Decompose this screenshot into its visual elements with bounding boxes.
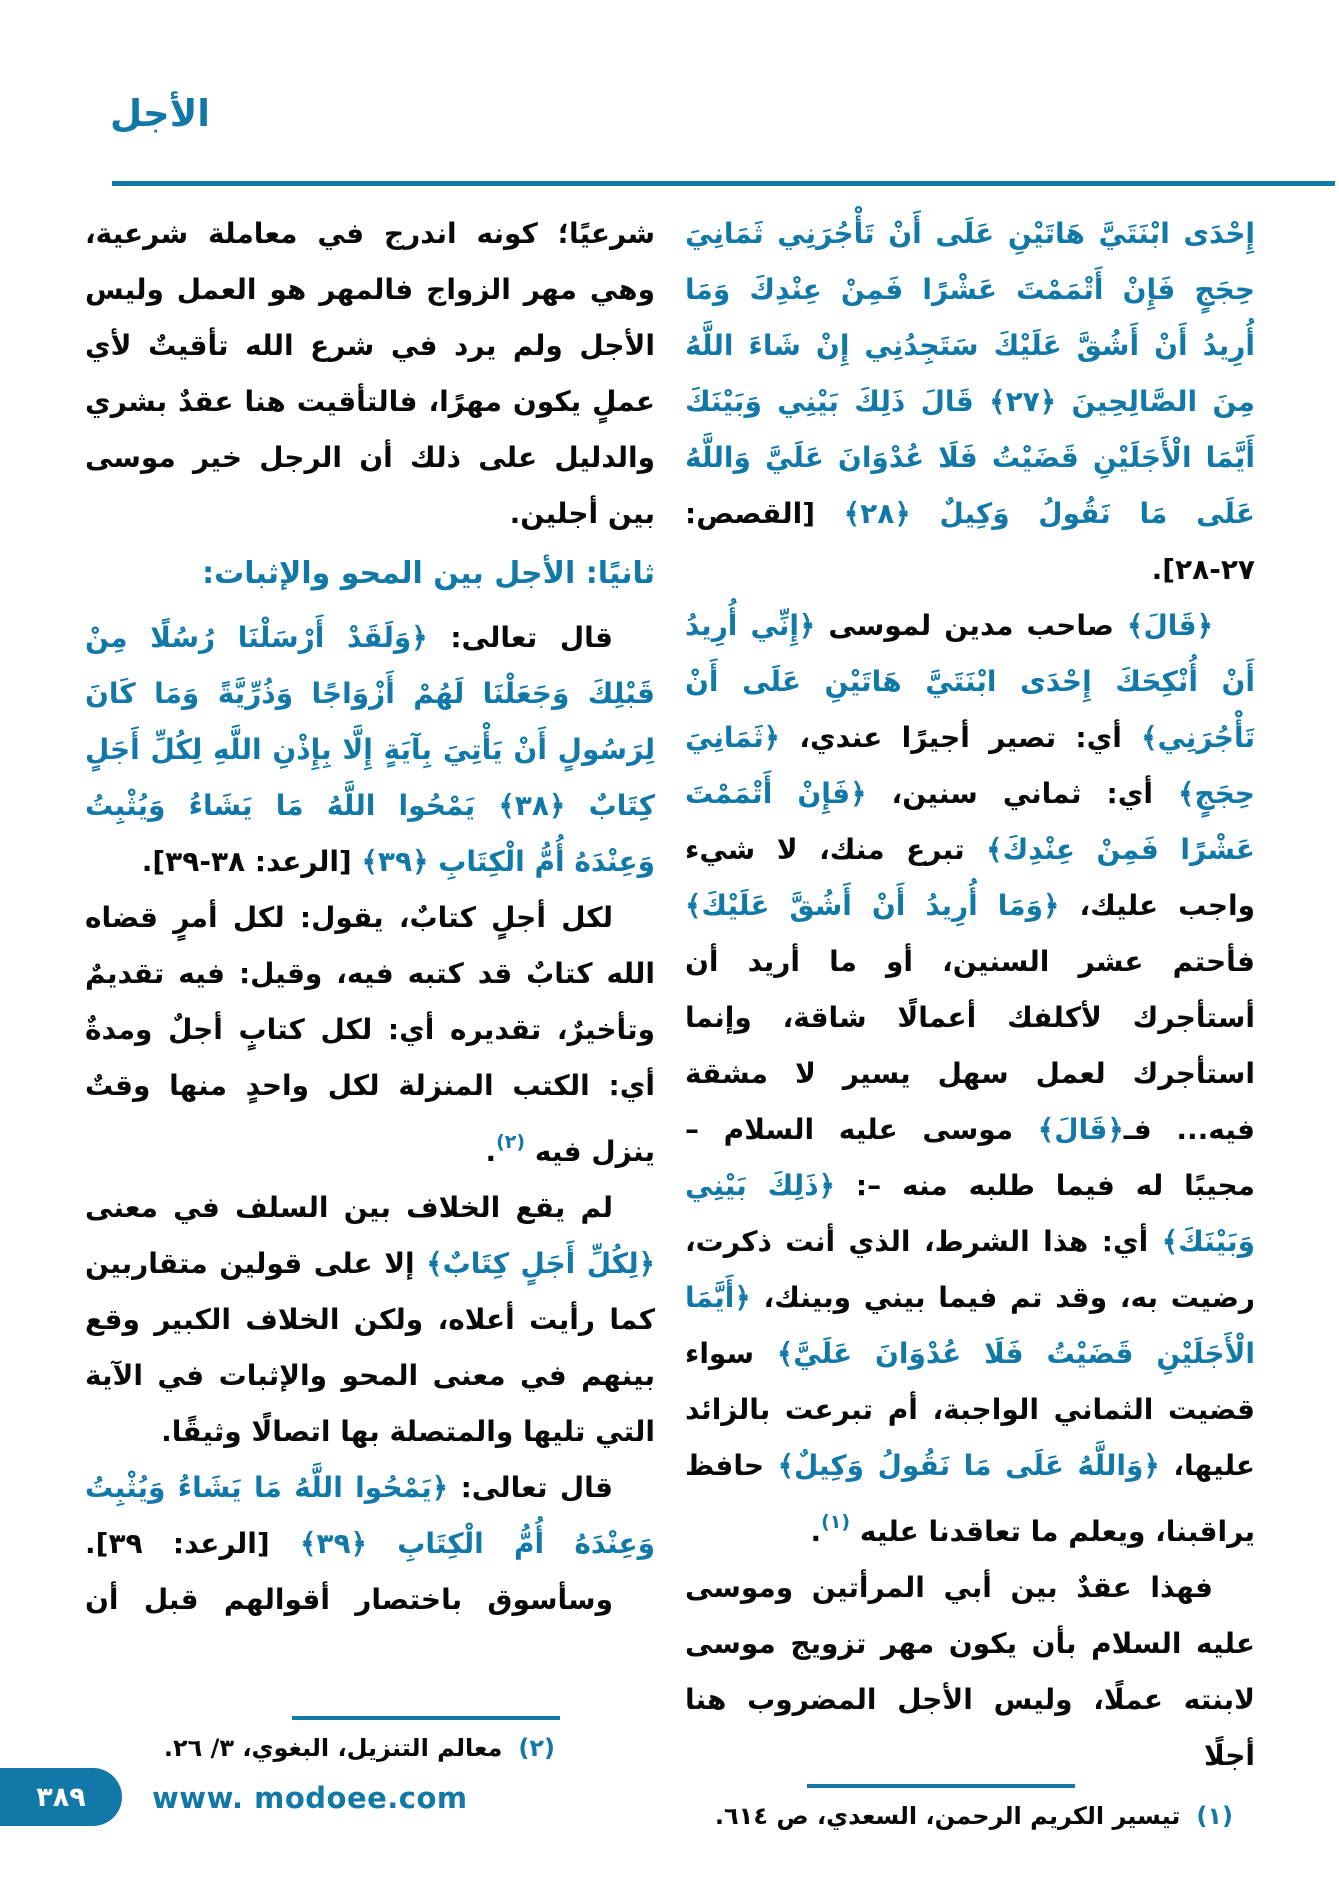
footnote-separator: [807, 1784, 1075, 1788]
quran-text: إِحْدَى ابْنَتَيَّ هَاتَيْنِ عَلَى أَنْ تَأْجُرَنِي ثَمَانِيَ حِجَجٍ فَإِنْ أَتْمَمْتَ عَشْرًا فَمِنْ عِنْدِكَ وَمَا أُرِيدُ أَنْ أَشُقَّ عَلَيْكَ سَتَجِدُنِي إِنْ شَاءَ اللَّهُ مِنَ الصَّالِحِينَ ﴿٢٧﴾ قَالَ ذَلِكَ بَيْنِي وَبَيْنَكَ أَيَّمَا الْأَجَلَيْنِ قَضَيْتُ فَلَا عُدْوَانَ عَلَيَّ وَاللَّهُ عَلَى مَا نَقُولُ وَكِيلٌ ﴿٢٨﴾: [685, 217, 1255, 530]
commentary-paragraph: ﴿قَالَ﴾ صاحب مدين لموسى ﴿إِنِّي أُرِيدُ أَنْ أُنْكِحَكَ إِحْدَى ابْنَتَيَّ هَاتَيْنِ عَلَى أَنْ تَأْجُرَنِي﴾ أي: تصير أجيرًا عندي، ﴿ثَمَانِيَ حِجَجٍ﴾ أي: ثماني سنين، ﴿فَإِنْ أَتْمَمْتَ عَشْرًا فَمِنْ عِنْدِكَ﴾ تبرع منك، لا شيء واجب عليك، ﴿وَمَا أُرِيدُ أَنْ أَشُقَّ عَلَيْكَ﴾ فأحتم عشر السنين، أو ما أريد أن أستأجرك لأكلفك أعمالًا شاقة، وإنما استأجرك لعمل سهل يسير لا مشقة فيه... فـ﴿قَالَ﴾ موسى عليه السلام – مجيبًا له فيما طلبه منه –: ﴿ذَلِكَ بَيْنِي وَبَيْنَكَ﴾ أي: هذا الشرط، الذي أنت ذكرت، رضيت به، وقد تم فيما بيني وبينك، ﴿أَيَّمَا الْأَجَلَيْنِ قَضَيْتُ فَلَا عُدْوَانَ عَلَيَّ﴾ سواء قضيت الثماني الواجبة، أم تبرعت بالزائد عليها، ﴿وَاللَّهُ عَلَى مَا نَقُولُ وَكِيلٌ﴾ حافظ يراقبنا، ويعلم ما تعاقدنا عليه $^{(١)}$.: [685, 609, 1256, 1548]
verse-reference: [الرعد: ٣٨-٣٩].: [141, 845, 362, 878]
quran-verse-block: قال تعالى: ﴿وَلَقَدْ أَرْسَلْنَا رُسُلًا مِنْ قَبْلِكَ وَجَعَلْنَا لَهُمْ أَزْوَاجًا وَذُرِّيَّةً وَمَا كَانَ لِرَسُولٍ أَنْ يَأْتِيَ بِآيَةٍ إِلَّا بِإِذْنِ اللَّهِ لِكُلِّ أَجَلٍ كِتَابٌ ﴿٣٨﴾ يَمْحُوا اللَّهُ مَا يَشَاءُ وَيُثْبِتُ وَعِنْدَهُ أُمُّ الْكِتَابِ ﴿٣٩﴾ [الرعد: ٣٨-٣٩].: [85, 621, 655, 878]
footnote-separator: [292, 1716, 560, 1720]
quran-text: ﴿يَمْحُوا اللَّهُ مَا يَشَاءُ وَيُثْبِتُ وَعِنْدَهُ أُمُّ الْكِتَابِ ﴿٣٩﴾: [85, 1471, 655, 1560]
verse-reference: [الرعد: ٣٩].: [85, 1527, 300, 1560]
quran-verse-block: قال تعالى: ﴿يَمْحُوا اللَّهُ مَا يَشَاءُ وَيُثْبِتُ وَعِنْدَهُ أُمُّ الْكِتَابِ ﴿٣٩﴾ [الرعد: ٣٩].: [85, 1471, 655, 1560]
commentary-paragraph: وسأسوق باختصار أقوالهم قبل أن: [85, 1583, 613, 1616]
commentary-paragraph: لكل أجلٍ كتابٌ، يقول: لكل أمرٍ قضاه الله كتابٌ قد كتبه فيه، وقيل: فيه تقديمٌ وتأخيرٌ، تقديره أي: لكل كتابٍ أجلٌ ومدةٌ أي: الكتب المنزلة لكل واحدٍ منها وقتٌ ينزل فيه $^{(٢)}$.: [85, 901, 655, 1168]
footnote-ref-2: (٢): [496, 1131, 526, 1153]
header-rule: [112, 181, 1335, 186]
footnote-ref-1: (١): [821, 1511, 851, 1533]
page-number: ٣٨٩: [36, 1781, 86, 1813]
column-right: [685, 206, 1256, 1830]
website-link: www. modoee.com: [152, 1781, 468, 1815]
commentary-paragraph: لم يقع الخلاف بين السلف في معنى ﴿لِكُلِّ أَجَلٍ كِتَابٌ﴾ إلا على قولين متقاربين كما رأيت أعلاه، ولكن الخلاف الكبير وقع بينهم في معنى المحو والإثبات في الآية التي تليها والمتصلة بها اتصالًا وثيقًا.: [85, 1191, 656, 1448]
section-heading: ثانيًا: الأجل بين المحو والإثبات:: [202, 556, 655, 591]
footnote-2: (٢)معالم التنزيل، البغوي، ٣/ ٢٦.: [163, 1734, 555, 1762]
commentary-paragraph: فهذا عقدٌ بين أبي المرأتين وموسى عليه السلام بأن يكون مهر تزويج موسى لابنته عملًا، وليس الأجل المضروب هنا أجلًا: [685, 1571, 1255, 1772]
footnote-1: (١)تيسير الكريم الرحمن، السعدي، ص ٦١٤.: [714, 1802, 1233, 1830]
quran-text: ﴿وَلَقَدْ أَرْسَلْنَا رُسُلًا مِنْ قَبْلِكَ وَجَعَلْنَا لَهُمْ أَزْوَاجًا وَذُرِّيَّةً وَمَا كَانَ لِرَسُولٍ أَنْ يَأْتِيَ بِآيَةٍ إِلَّا بِإِذْنِ اللَّهِ لِكُلِّ أَجَلٍ كِتَابٌ ﴿٣٨﴾ يَمْحُوا اللَّهُ مَا يَشَاءُ وَيُثْبِتُ وَعِنْدَهُ أُمُّ الْكِتَابِ ﴿٣٩﴾: [85, 621, 655, 878]
verse-reference: [القصص: ٢٧-٢٨].: [685, 497, 1255, 586]
footnote-marker: (٢): [518, 1734, 555, 1762]
footnote-area-right: [685, 1784, 1255, 1840]
footnote-marker: (١): [1196, 1802, 1233, 1830]
quran-verse-block: [685, 206, 1255, 598]
page-number-badge: [0, 1768, 122, 1826]
footnote-area-left: [85, 1716, 655, 1772]
page-title: الأجل: [110, 92, 210, 135]
commentary-paragraph: شرعيًا؛ كونه اندرج في معاملة شرعية، وهي مهر الزواج فالمهر هو العمل وليس الأجل ولم يرد في شرع الله تأقيتٌ لأي عملٍ يكون مهرًا، فالتأقيت هنا عقدٌ بشري والدليل على ذلك أن الرجل خير موسى بين أجلين.: [85, 217, 655, 530]
column-left: [85, 206, 655, 1772]
